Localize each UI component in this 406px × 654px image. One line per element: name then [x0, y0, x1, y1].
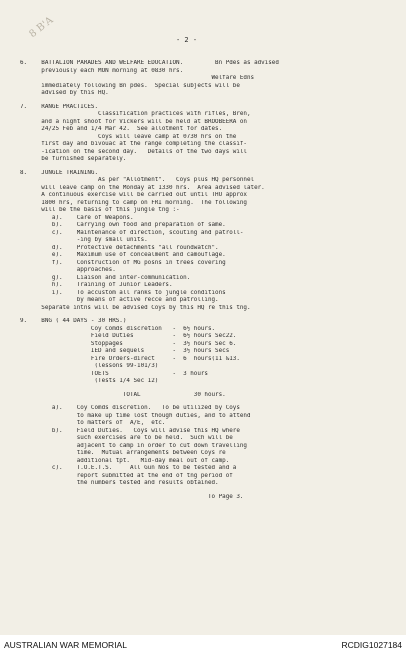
text-line: first day and bivouac at the range completing the classif- — [20, 141, 247, 147]
handwritten-annotation: 8 B'A — [27, 14, 56, 41]
text-line: Classification practices with rifles, Bren, — [20, 111, 251, 117]
text-line: b). Carrying own food and preparation of same. — [20, 222, 226, 228]
text-line: c). T.O.E.T.S. All Gun Nos to be tested and a — [20, 465, 237, 471]
text-line: advised by this HQ. — [20, 90, 109, 96]
text-line: and a night shoot for Vickers will be held at BROOBEERA on — [20, 118, 247, 125]
text-line: the numbers tested and results obtained. — [20, 480, 219, 486]
text-line: b). Field Duties. Coys will advise this HQ where — [20, 427, 240, 434]
text-line: will leave camp on the Monday at 1330 hrs. Area advised later. — [20, 184, 265, 191]
text-line: Separate intns will be advised Coys by this HQ re this tng. — [20, 304, 251, 311]
text-line: TOTAL 30 hours. — [20, 391, 226, 398]
footer-record-id: RCDIG1027184 — [341, 640, 402, 650]
text-line: 7. RANGE PRACTICES. — [20, 103, 99, 110]
text-line: Coy Comds discretion - 6½ hours. — [20, 325, 216, 332]
text-line: by means of active recce and patrolling. — [20, 297, 219, 303]
text-line: 8. JUNGLE TRAINING. — [20, 169, 99, 176]
text-line: previously each MON morning at 0830 hrs. — [20, 67, 184, 74]
text-line: Stoppages - 3½ hours Sec 6. — [20, 340, 237, 347]
text-line: -ication on the second day. Details of the two days will — [20, 148, 247, 155]
text-line: e). Maximum use of concealment and camouflage. — [20, 252, 226, 258]
text-line: To Page 3. — [20, 493, 244, 500]
text-line: approaches. — [20, 267, 116, 273]
text-line: 9. BNG ( 44 DAYS - 30 HRS.) — [20, 318, 127, 324]
text-line: immediately following Bn pdes. Special subjects will be — [20, 82, 240, 89]
text-line: a). Care of Weapons. — [20, 214, 134, 221]
text-line: c). Maintenance of direction, scouting and patroll- — [20, 229, 244, 236]
text-line: will be the basis of this jungle tng :- — [20, 207, 180, 213]
text-line: 1800 hrs, returning to camp on FRI morning. The following — [20, 199, 247, 206]
text-line: A continuous exercise will be carried out until THU approx — [20, 192, 247, 198]
text-line: such exercises are to be held. Such will be — [20, 435, 233, 441]
footer-archive-name: AUSTRALIAN WAR MEMORIAL — [4, 640, 127, 650]
text-line: report submitted at the end of tng period of — [20, 472, 233, 479]
text-line: As per "Allotment". Coys plus HQ personnel — [20, 177, 255, 183]
text-line: Field Duties - 6½ hours Sec22. — [20, 333, 237, 339]
text-line: d). Protective detachments "all roundwatch". — [20, 244, 219, 251]
text-line: IED and sequels - 3½ hours Secs — [20, 348, 230, 354]
text-line: h). Training of Junior Leaders. — [20, 282, 173, 288]
text-line: additional tpt. Mid-day meal out of camp. — [20, 457, 230, 464]
text-line: time. Mutual arrangements between Coys re — [20, 450, 226, 456]
text-line: (lessons 99-101/3) — [20, 363, 159, 369]
document-body — [20, 60, 380, 501]
text-line: adjacent to camp in order to cut down travelling — [20, 442, 247, 449]
text-line: to matters of A/E, etc. — [20, 420, 166, 426]
text-line: be furnished separately. — [20, 156, 127, 162]
text-line: 24/25 Feb and 1/4 Mar 42. See allotment for dates. — [20, 126, 223, 132]
text-line: TOETS - 3 hours — [20, 370, 208, 377]
footer-bar — [0, 635, 406, 654]
text-line: Fire Orders-direct - 6 hours(11 &13. — [20, 355, 240, 362]
text-line: -ing by small units. — [20, 237, 148, 243]
text-line: i). To accustom all ranks to jungle conditions — [20, 289, 226, 296]
text-line: f). Construction of MG posns in trees covering — [20, 259, 226, 266]
text-line: Coys will leave camp at 0730 hrs on the — [20, 133, 237, 140]
text-line: Welfare Edns — [20, 75, 255, 81]
text-line: (Tests 1/4 Sec 12) — [20, 378, 159, 384]
text-line: 6. BATTALION PARADES AND WELFARE EDUCATION. Bn Pdes as advised — [20, 60, 279, 66]
page-number: - 2 - — [176, 36, 198, 44]
text-line: a). Coy Comds discretion. To be utilized by Coys — [20, 405, 240, 411]
text-line: g). Liaison and inter-communication. — [20, 274, 191, 281]
text-line: to make up time lost though duties, and to attend — [20, 412, 251, 419]
